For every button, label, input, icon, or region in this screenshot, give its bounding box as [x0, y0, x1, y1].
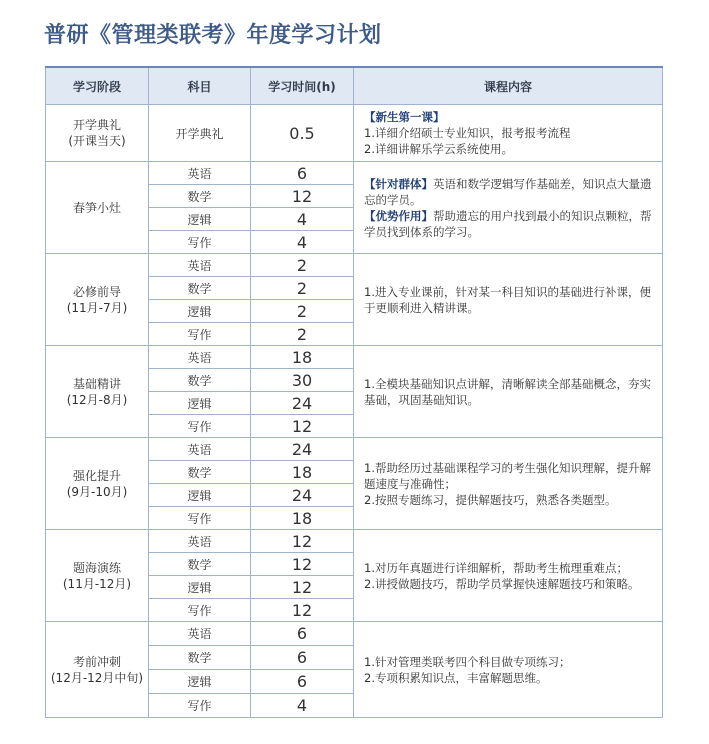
content-tag: 【新生第一课】	[364, 110, 445, 124]
table-row	[46, 162, 663, 185]
course-content-cell	[354, 622, 663, 718]
table-row	[46, 530, 663, 553]
hours-cell: 12	[251, 415, 354, 438]
stage-period: (12月-12月中旬)	[50, 670, 144, 685]
stage-cell	[46, 254, 149, 346]
table-row	[46, 346, 663, 369]
stage-name: 题海演练	[72, 560, 121, 575]
table-row	[46, 622, 663, 646]
header-hours: 学习时间(h)	[251, 67, 354, 105]
content-text: 1.帮助经历过基础课程学习的考生强化知识理解，提升解题速度与准确性；	[364, 460, 651, 491]
header-stage: 学习阶段	[46, 67, 149, 105]
hours-cell: 30	[251, 369, 354, 392]
subject-cell: 逻辑	[149, 670, 251, 694]
content-paragraph	[364, 125, 654, 141]
subject-cell: 英语	[149, 346, 251, 369]
hours-cell: 18	[251, 507, 354, 530]
content-tag: 【针对群体】	[364, 176, 433, 191]
course-content-cell	[354, 105, 663, 162]
content-tag: 【优势作用】	[364, 208, 433, 223]
content-text: 帮助遗忘的用户找到最小的知识点颗粒，帮学员找到体系的学习。	[364, 208, 652, 239]
table-header-row	[46, 67, 663, 105]
stage-name: 必修前导	[72, 284, 121, 299]
header-subject: 科目	[149, 67, 251, 105]
stage-cell	[46, 438, 149, 530]
subject-cell: 英语	[149, 162, 251, 185]
content-paragraph	[364, 560, 654, 576]
subject-cell: 数学	[149, 461, 251, 484]
subject-cell: 数学	[149, 185, 251, 208]
subject-cell: 数学	[149, 277, 251, 300]
stage-cell	[46, 162, 149, 254]
content-paragraph	[364, 284, 654, 316]
content-paragraph	[364, 176, 654, 208]
content-paragraph	[364, 576, 654, 592]
stage-name: 开学典礼	[72, 118, 121, 132]
hours-cell: 24	[251, 438, 354, 461]
subject-cell: 写作	[149, 323, 251, 346]
hours-cell: 4	[251, 231, 354, 254]
hours-cell: 12	[251, 576, 354, 599]
subject-cell: 写作	[149, 694, 251, 718]
hours-cell: 6	[251, 670, 354, 694]
course-content-cell	[354, 162, 663, 254]
stage-name: 考前冲刺	[72, 654, 121, 669]
content-text: 1.针对管理类联考四个科目做专项练习；	[364, 654, 571, 669]
subject-cell: 逻辑	[149, 576, 251, 599]
stage-period: (11月-7月)	[66, 300, 128, 315]
content-paragraph	[364, 109, 654, 125]
table-row	[46, 254, 663, 277]
hours-cell: 6	[251, 162, 354, 185]
subject-cell: 逻辑	[149, 208, 251, 231]
subject-cell: 逻辑	[149, 484, 251, 507]
content-text: 2.按照专题练习，提供解题技巧，熟悉各类题型。	[364, 492, 617, 507]
subject-cell: 逻辑	[149, 300, 251, 323]
hours-cell: 12	[251, 553, 354, 576]
course-content-cell	[354, 530, 663, 622]
hours-cell: 24	[251, 392, 354, 415]
header-content: 课程内容	[354, 67, 663, 105]
table-row	[46, 105, 663, 162]
hours-cell: 0.5	[251, 105, 354, 162]
hours-cell: 4	[251, 694, 354, 718]
subject-cell: 写作	[149, 599, 251, 622]
content-text: 英语和数学逻辑写作基础差，知识点大量遗忘的学员。	[364, 176, 652, 207]
hours-cell: 4	[251, 208, 354, 231]
stage-period: (开课当天)	[68, 134, 126, 148]
subject-cell: 写作	[149, 415, 251, 438]
course-content-cell	[354, 438, 663, 530]
content-paragraph	[364, 208, 654, 240]
hours-cell: 12	[251, 599, 354, 622]
table-body	[46, 105, 663, 718]
subject-cell: 数学	[149, 369, 251, 392]
subject-cell: 写作	[149, 507, 251, 530]
stage-cell	[46, 346, 149, 438]
subject-cell: 数学	[149, 646, 251, 670]
subject-cell: 英语	[149, 438, 251, 461]
content-paragraph	[364, 492, 654, 508]
content-text: 1.详细介绍硕士专业知识，报考报考流程	[364, 126, 571, 140]
subject-cell: 英语	[149, 622, 251, 646]
stage-cell	[46, 530, 149, 622]
table-row	[46, 438, 663, 461]
subject-cell: 数学	[149, 553, 251, 576]
hours-cell: 2	[251, 323, 354, 346]
subject-cell: 开学典礼	[149, 105, 251, 162]
content-paragraph	[364, 670, 654, 686]
hours-cell: 2	[251, 254, 354, 277]
content-text: 1.对历年真题进行详细解析，帮助考生梳理重难点；	[364, 560, 628, 575]
stage-name: 强化提升	[72, 468, 121, 483]
content-paragraph	[364, 460, 654, 492]
hours-cell: 18	[251, 346, 354, 369]
content-text: 2.详细讲解乐学云系统使用。	[364, 142, 513, 156]
stage-cell	[46, 105, 149, 162]
hours-cell: 24	[251, 484, 354, 507]
subject-cell: 英语	[149, 530, 251, 553]
course-content-cell	[354, 346, 663, 438]
hours-cell: 6	[251, 622, 354, 646]
content-text: 2.专项积累知识点，丰富解题思维。	[364, 670, 548, 685]
hours-cell: 18	[251, 461, 354, 484]
stage-cell	[46, 622, 149, 718]
subject-cell: 英语	[149, 254, 251, 277]
hours-cell: 6	[251, 646, 354, 670]
content-paragraph	[364, 376, 654, 408]
subject-cell: 逻辑	[149, 392, 251, 415]
page-title: 普研《管理类联考》年度学习计划	[44, 23, 382, 48]
content-text: 1.进入专业课前，针对某一科目知识的基础进行补课，便于更顺利进入精讲课。	[364, 284, 651, 315]
hours-cell: 2	[251, 300, 354, 323]
study-plan-table	[45, 66, 663, 718]
stage-period: (9月-10月)	[66, 484, 128, 499]
hours-cell: 12	[251, 185, 354, 208]
hours-cell: 12	[251, 530, 354, 553]
content-text: 2.讲授做题技巧，帮助学员掌握快速解题技巧和策略。	[364, 576, 640, 591]
stage-period: (12月-8月)	[66, 392, 128, 407]
content-text: 1.全模块基础知识点讲解，清晰解读全部基础概念，夯实基础，巩固基础知识。	[364, 376, 651, 407]
course-content-cell	[354, 254, 663, 346]
stage-period: (11月-12月)	[62, 576, 132, 591]
hours-cell: 2	[251, 277, 354, 300]
stage-name: 春笋小灶	[72, 200, 121, 215]
content-paragraph	[364, 141, 654, 157]
stage-name: 基础精讲	[72, 376, 121, 391]
subject-cell: 写作	[149, 231, 251, 254]
content-paragraph	[364, 654, 654, 670]
